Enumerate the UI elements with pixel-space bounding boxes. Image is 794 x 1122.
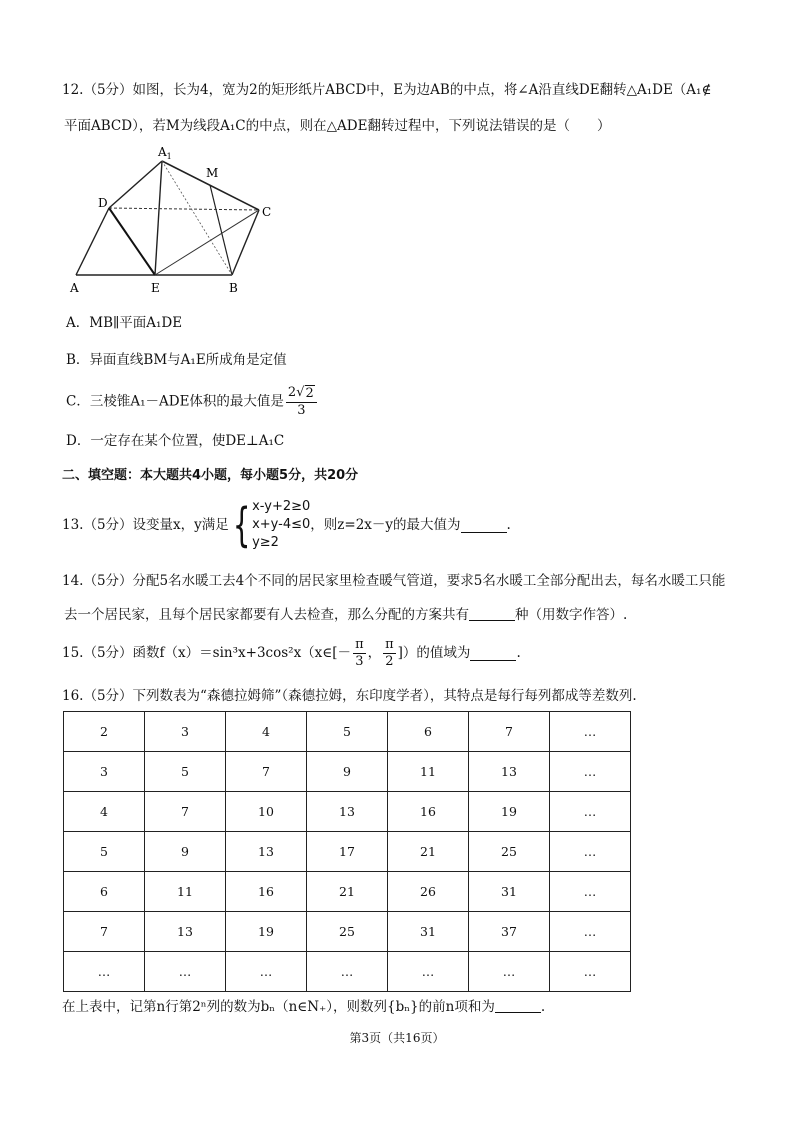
table-cell: … <box>550 832 631 872</box>
table-cell: 4 <box>64 792 145 832</box>
table-cell: … <box>550 752 631 792</box>
table-cell: 9 <box>307 752 388 792</box>
table-row <box>64 752 631 792</box>
table-cell: … <box>550 952 631 992</box>
table-cell: 6 <box>64 872 145 912</box>
table-cell: 31 <box>469 872 550 912</box>
label-C: C <box>262 205 272 219</box>
table-cell: 7 <box>64 912 145 952</box>
table-cell: 31 <box>388 912 469 952</box>
q12-option-c-text: C．三棱锥A₁－ADE体积的最大值是 <box>66 393 284 410</box>
table-cell: 11 <box>388 752 469 792</box>
table-cell: 2 <box>64 712 145 752</box>
table-cell: 19 <box>469 792 550 832</box>
table-cell: 16 <box>388 792 469 832</box>
q12-option-c <box>66 385 319 419</box>
table-cell: 26 <box>388 872 469 912</box>
table-cell: … <box>469 952 550 992</box>
q14-answer-blank[interactable] <box>469 606 515 621</box>
table-cell: … <box>550 872 631 912</box>
table-cell: 7 <box>145 792 226 832</box>
segment-MB <box>210 185 232 275</box>
label-A: A <box>70 281 79 295</box>
table-row <box>64 832 631 872</box>
table-cell: 19 <box>226 912 307 952</box>
q12-line2: 平面ABCD），若M为线段A₁C的中点，则在△ADE翻转过程中，下列说法错误的是（ ） <box>64 118 611 134</box>
q13-constraint-system: { x-y+2≥0 x+y-4≤0 y≥2 <box>232 498 311 552</box>
q15-prefix: 15.（5分）函数f（x）＝sin³x+3cos²x（x∈[－ <box>62 645 352 661</box>
table-cell: 37 <box>469 912 550 952</box>
edge-DE <box>109 208 155 275</box>
q12-option-a: A．MB∥平面A₁DE <box>66 315 183 331</box>
q13-constraint: x+y-4≤0 <box>252 517 311 532</box>
label-A1: $A_1$ <box>158 145 172 161</box>
edge-DA1 <box>109 161 162 208</box>
q13-constraint: x-y+2≥0 <box>252 499 311 514</box>
sundaram-sieve-table <box>63 711 631 992</box>
table-cell: 25 <box>307 912 388 952</box>
edge-CB <box>232 210 259 275</box>
table-cell: 9 <box>145 832 226 872</box>
table-cell: 7 <box>226 752 307 792</box>
table-cell: 7 <box>469 712 550 752</box>
q16-answer-blank[interactable] <box>495 998 541 1013</box>
table-row <box>64 712 631 752</box>
table-cell: 5 <box>145 752 226 792</box>
table-cell: … <box>64 952 145 992</box>
q13-suffix: ，则z=2x－y的最大值为 <box>310 517 461 533</box>
table-row <box>64 872 631 912</box>
q13-answer-blank[interactable] <box>461 518 507 533</box>
table-cell: 6 <box>388 712 469 752</box>
table-cell: 5 <box>307 712 388 752</box>
table-cell: … <box>550 912 631 952</box>
q14-line1: 14.（5分）分配5名水暖工去4个不同的居民家里检查暖气管道，要求5名水暖工全部分配出去，每名水暖工只能 <box>62 573 726 589</box>
q16-line1: 16.（5分）下列数表为“森德拉姆筛”（森德拉姆，东印度学者），其特点是每行每列都成等差数列. <box>62 688 637 704</box>
q16-question: 在上表中，记第n行第2ⁿ列的数为bₙ（n∈N₊），则数列{bₙ}的前n项和为 . <box>62 999 546 1015</box>
table-cell: 11 <box>145 872 226 912</box>
q12-option-b: B．异面直线BM与A₁E所成角是定值 <box>66 352 287 368</box>
table-cell: 13 <box>469 752 550 792</box>
fraction-2sqrt2-over-3: 2 √ 2 3 <box>286 385 317 419</box>
label-M: M <box>206 166 219 180</box>
q15-answer-blank[interactable] <box>470 646 516 661</box>
q13: 13.（5分）设变量x，y满足 { x-y+2≥0 x+y-4≤0 y≥2 ，则z=2x－y的最大值为 . <box>62 498 511 552</box>
page-footer: 第3页（共16页） <box>349 1031 445 1045</box>
table-cell: … <box>145 952 226 992</box>
folded-rectangle-diagram <box>62 144 302 299</box>
q13-constraint: y≥2 <box>252 535 279 550</box>
table-cell: … <box>307 952 388 992</box>
table-cell: … <box>550 712 631 752</box>
table-row <box>64 952 631 992</box>
table-cell: 13 <box>307 792 388 832</box>
section-heading-fill-in: 二、填空题：本大题共4小题，每小题5分，共20分 <box>62 468 359 483</box>
table-row <box>64 912 631 952</box>
table-cell: 21 <box>388 832 469 872</box>
table-cell: 3 <box>64 752 145 792</box>
segment-EC <box>155 210 259 275</box>
table-cell: 5 <box>64 832 145 872</box>
label-E: E <box>151 281 160 295</box>
table-cell: … <box>388 952 469 992</box>
table-cell: 13 <box>226 832 307 872</box>
table-cell: … <box>226 952 307 992</box>
q13-prefix: 13.（5分）设变量x，y满足 <box>62 517 229 533</box>
edge-A1E <box>155 161 162 275</box>
q15-suffix: ]）的值域为 <box>397 645 471 661</box>
label-D: D <box>98 196 108 210</box>
label-B: B <box>229 281 238 295</box>
table-cell: 3 <box>145 712 226 752</box>
table-cell: 10 <box>226 792 307 832</box>
edge-AD <box>76 208 109 275</box>
table-row <box>64 792 631 832</box>
q12-line1: 12.（5分）如图，长为4，宽为2的矩形纸片ABCD中，E为边AB的中点，将∠A沿直线DE翻转△A₁DE（A₁∉ <box>62 82 712 98</box>
fraction-pi-over-3: $\frac{\pi}{3}$ <box>355 636 364 669</box>
table-cell: 17 <box>307 832 388 872</box>
table-cell: 25 <box>469 832 550 872</box>
table-cell: 16 <box>226 872 307 912</box>
q12-figure <box>62 144 302 299</box>
table-cell: … <box>550 792 631 832</box>
segment-DC-dashed <box>109 208 259 210</box>
q15: 15.（5分）函数f（x）＝sin³x+3cos²x（x∈[－ $\frac{\pi}{3}$ ， $\frac{\pi}{2}$ ]）的值域为 . <box>62 636 521 669</box>
fraction-pi-over-2: $\frac{\pi}{2}$ <box>385 636 394 669</box>
table-cell: 4 <box>226 712 307 752</box>
q12-option-d: D．一定存在某个位置，使DE⊥A₁C <box>66 433 285 449</box>
table-cell: 21 <box>307 872 388 912</box>
q14-line2: 去一个居民家，且每个居民家都要有人去检查，那么分配的方案共有 种（用数字作答）. <box>64 607 628 623</box>
table-cell: 13 <box>145 912 226 952</box>
